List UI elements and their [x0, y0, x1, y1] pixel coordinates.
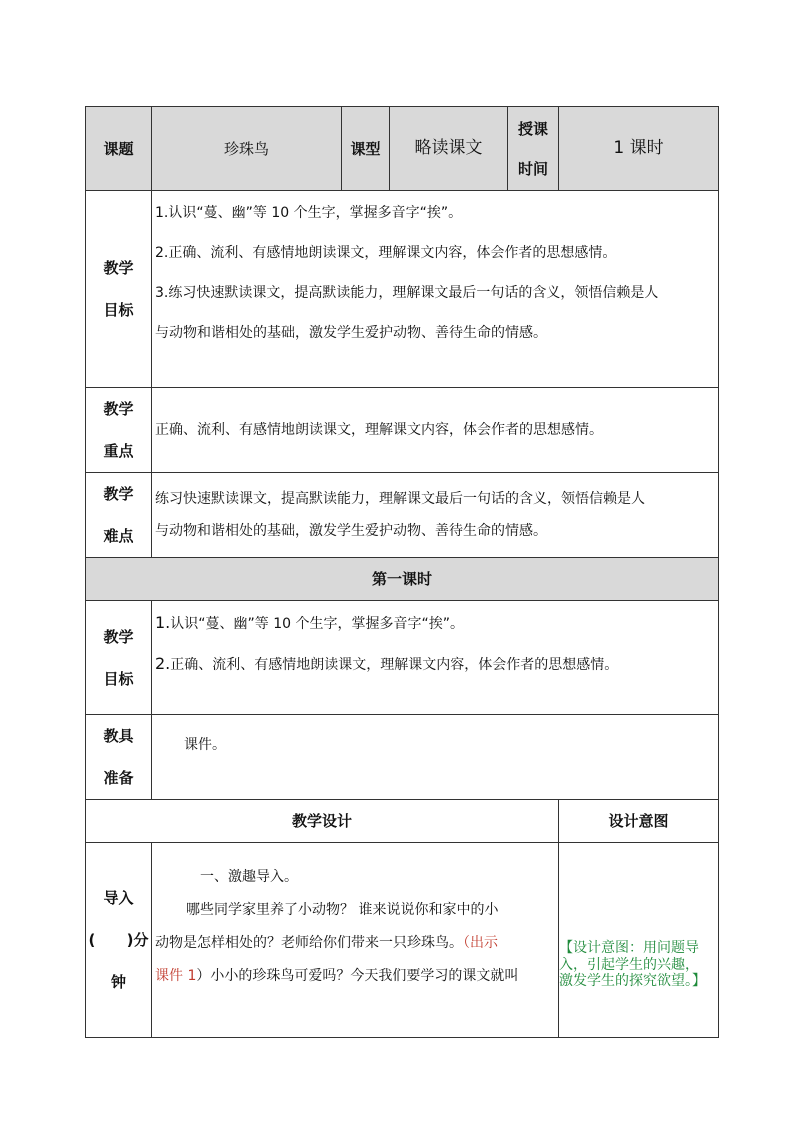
- first-lesson-goal1-num: 1.: [155, 613, 171, 632]
- goals-content: [152, 191, 719, 388]
- goals-label: [86, 191, 152, 388]
- lead-text-line2: 哪些同学家里养了小动物？ 谁来说说你和家中的小: [186, 902, 499, 918]
- goal-item: 与动物和谐相处的基础，激发学生爱护动物、善待生命的情感。: [155, 325, 547, 341]
- lead-text-line1: 一、激趣导入。: [200, 869, 298, 885]
- design-col-header: 教学设计: [86, 800, 559, 843]
- topic-value: 珍珠鸟: [152, 107, 342, 191]
- difficulty-content: [152, 473, 719, 558]
- lesson-plan-table: [85, 106, 719, 1038]
- keypoint-label-line1: 教学: [103, 400, 134, 418]
- intent-line: 激发学生的探究欲望。】: [559, 973, 706, 990]
- first-lesson-goals-label-line2: 目标: [103, 669, 134, 688]
- lead-text-line3: [152, 927, 558, 960]
- first-lesson-goal2-text: 正确、流利、有感情地朗读课文，理解课文内容，体会作者的思想感情。: [170, 657, 619, 673]
- type-value: 略读课文: [390, 107, 508, 191]
- goals-label-line1: 教学: [103, 259, 134, 277]
- time-label: [508, 107, 559, 191]
- lead-label-line1: 导入: [103, 889, 134, 907]
- keypoint-content: [152, 388, 719, 473]
- first-lesson-goal-item: [152, 603, 718, 644]
- prep-content: [152, 715, 719, 800]
- first-lesson-title: 第一课时: [86, 558, 719, 601]
- intent-line: 【设计意图：用问题导: [559, 939, 699, 956]
- header-row: [86, 107, 719, 191]
- time-label-line1: 授课: [517, 119, 548, 138]
- intent-col-header: 设计意图: [559, 800, 719, 843]
- lead-text-line4: [152, 960, 558, 993]
- lead-text-line3a: 动物是怎样相处的？老师给你们带来一只珍珠鸟。: [155, 935, 463, 951]
- goals-row: [86, 191, 719, 388]
- first-lesson-goal2-num: 2.: [155, 654, 171, 673]
- lead-label-line3: 钟: [110, 973, 126, 991]
- prep-label-line1: 教具: [103, 727, 134, 745]
- first-lesson-goals-content: [152, 601, 719, 715]
- prep-text: 课件。: [184, 737, 226, 753]
- lead-text-line4b: ）小小的珍珠鸟可爱吗？今天我们要学习的课文就叫: [196, 968, 519, 984]
- time-value: 1 课时: [559, 107, 719, 191]
- difficulty-label-line1: 教学: [103, 485, 134, 503]
- goal-item: 3.练习快速默读课文，提高默读能力，理解课文最后一句话的含义，领悟信赖是人: [155, 285, 659, 301]
- intent-content: [559, 843, 719, 1038]
- difficulty-label: [86, 473, 152, 558]
- difficulty-text-line2: 与动物和谐相处的基础，激发学生爱护动物、善待生命的情感。: [155, 523, 547, 539]
- keypoint-label-line2: 重点: [103, 442, 134, 460]
- prep-label-line2: 准备: [103, 769, 134, 787]
- topic-label: 课题: [86, 107, 152, 191]
- goal-item: 1.认识“蔓、幽”等 10 个生字，掌握多音字“挨”。: [155, 205, 463, 221]
- difficulty-row: [86, 473, 719, 558]
- lead-label-line2: ( )分: [88, 931, 149, 949]
- lead-text-line4a: 课件 1: [155, 968, 197, 984]
- keypoint-row: [86, 388, 719, 473]
- first-lesson-goal1-text: 认识“蔓、幽”等 10 个生字，掌握多音字“挨”。: [170, 616, 464, 632]
- design-header-row: [86, 800, 719, 843]
- first-lesson-goals-row: [86, 601, 719, 715]
- lead-row: [86, 843, 719, 1038]
- first-lesson-goals-label: [86, 601, 152, 715]
- first-lesson-goals-label-line1: 教学: [103, 627, 134, 646]
- lead-content: [152, 843, 559, 1038]
- prep-label: [86, 715, 152, 800]
- goals-label-line2: 目标: [103, 301, 134, 319]
- lead-label: [86, 843, 152, 1038]
- first-lesson-row: [86, 558, 719, 601]
- intent-line: 入，引起学生的兴趣，: [559, 956, 699, 973]
- prep-row: [86, 715, 719, 800]
- goal-item: 2.正确、流利、有感情地朗读课文，理解课文内容，体会作者的思想感情。: [155, 245, 617, 261]
- difficulty-text-line1: 练习快速默读课文，提高默读能力，理解课文最后一句话的含义，领悟信赖是人: [155, 491, 645, 507]
- type-label: 课型: [342, 107, 390, 191]
- first-lesson-goal-item: [152, 644, 718, 685]
- lead-text-line3b: （出示: [463, 935, 498, 951]
- keypoint-label: [86, 388, 152, 473]
- difficulty-label-line2: 难点: [103, 527, 134, 545]
- keypoint-text: 正确、流利、有感情地朗读课文，理解课文内容，体会作者的思想感情。: [155, 421, 603, 438]
- time-label-line2: 时间: [517, 159, 548, 178]
